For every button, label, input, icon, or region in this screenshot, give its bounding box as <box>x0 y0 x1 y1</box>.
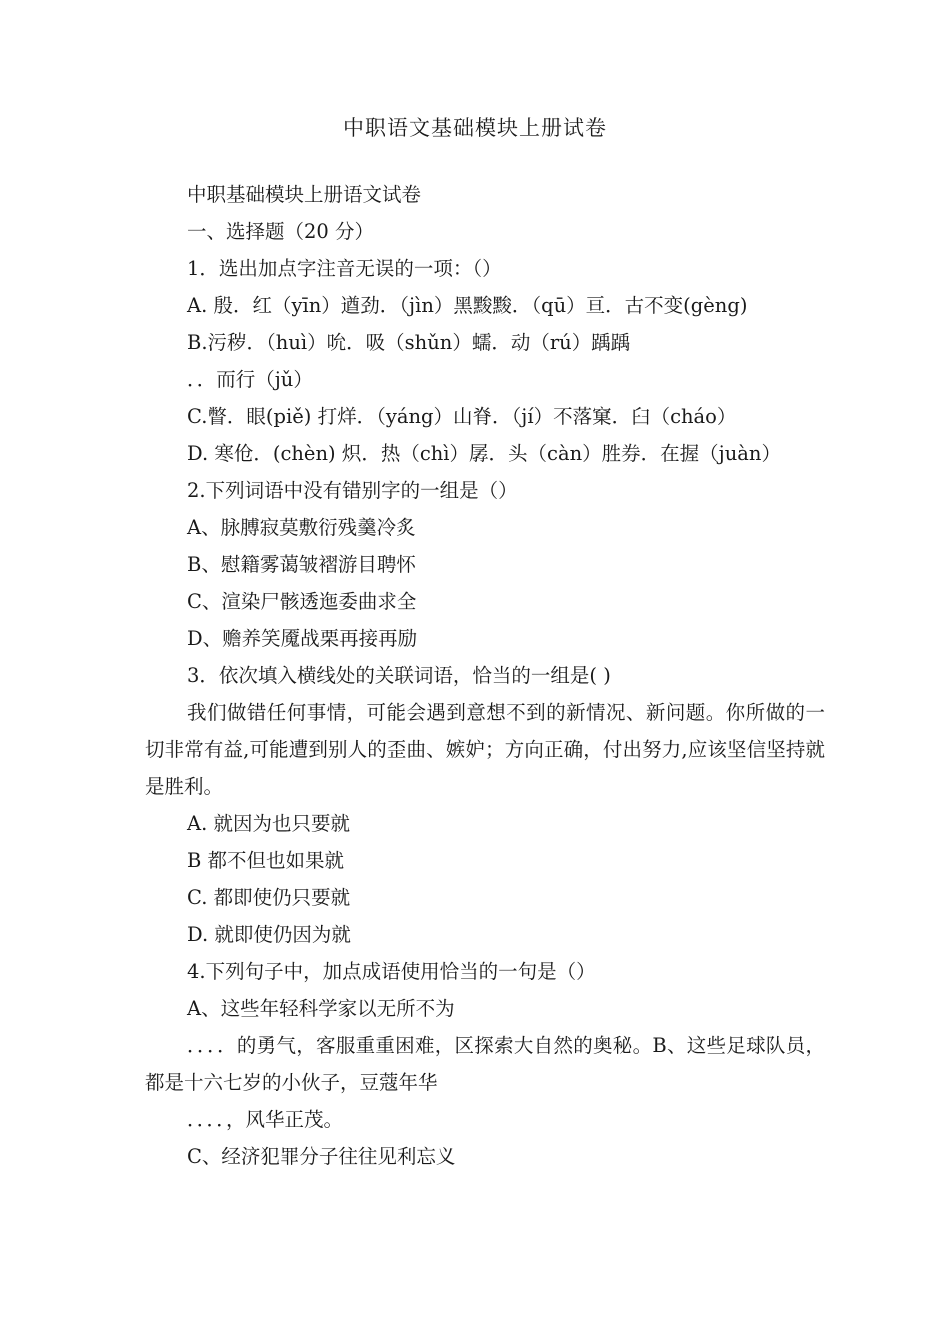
text-line: ．．．．，风华正茂。 <box>187 1108 344 1131</box>
text-line: ．．而行（jǔ） <box>187 368 313 391</box>
text-line: 一、选择题（20 分） <box>187 220 375 243</box>
text-line: 4.下列句子中，加点成语使用恰当的一句是（） <box>187 960 596 983</box>
text-line: A. 就因为也只要就 <box>187 812 350 835</box>
text-paragraph: 我们做错任何事情，可能会遇到意想不到的新情况、新问题。你所做的一切非常有益,可能遭到别人的歪曲、嫉妒；方向正确，付出努力,应该坚信坚持就是胜利。 <box>145 701 825 798</box>
text-line: D、赡养笑魇战栗再接再励 <box>187 627 418 650</box>
text-paragraph: A. 殷．红（yīn）遒劲．（jìn）黑黢黢．（qū）亘．古不变(gèng) <box>187 294 748 317</box>
document-body <box>145 176 825 1175</box>
text-line: 中职基础模块上册语文试卷 <box>187 183 422 206</box>
text-line: B 都不但也如果就 <box>187 849 345 872</box>
text-line: D. 寒伧．(chèn) 炽．热（chì）孱．头（càn）胜券．在握（juàn） <box>187 442 781 465</box>
text-line: A、这些年轻科学家以无所不为 <box>187 997 455 1020</box>
text-line: C、渲染尸骸透迤委曲求全 <box>187 590 417 613</box>
text-line: 1．选出加点字注音无误的一项：（） <box>187 257 502 280</box>
text-line: C.瞥．眼(piě) 打烊．（yáng）山脊．（jí）不落窠．臼（cháo） <box>187 405 737 428</box>
text-line: D. 就即使仍因为就 <box>187 923 351 946</box>
text-line: A、脉膊寂莫敷衍残羹冷炙 <box>187 516 416 539</box>
text-line: B、慰籍雾蔼皱褶游目聘怀 <box>187 553 416 576</box>
text-line: C. 都即使仍只要就 <box>187 886 351 909</box>
text-paragraph: ．．．．的勇气，客服重重困难，区探索大自然的奥秘。B、这些足球队员，都是十六七岁的小伙子，豆蔻年华 <box>145 1034 825 1094</box>
text-line: B.污秽．（huì）吮．吸（shǔn）蠕．动（rú）踽踽 <box>187 331 631 354</box>
text-line: 2.下列词语中没有错别字的一组是（） <box>187 479 518 502</box>
text-line: 3．依次填入横线处的关联词语，恰当的一组是( ) <box>187 664 611 687</box>
text-line: C、经济犯罪分子往往见利忘义 <box>187 1145 456 1168</box>
document-title: 中职语文基础模块上册试卷 <box>343 116 607 140</box>
